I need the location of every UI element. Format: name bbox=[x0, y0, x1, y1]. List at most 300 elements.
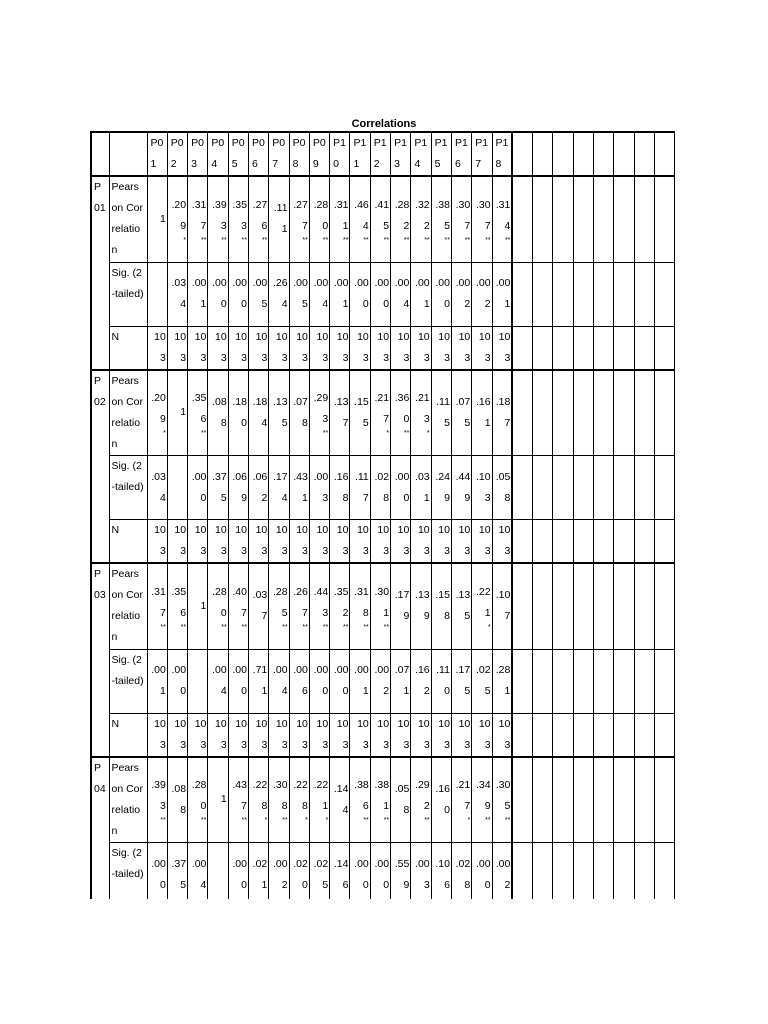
empty-cell bbox=[654, 132, 674, 176]
empty-cell bbox=[553, 370, 573, 456]
significance-marker: ** bbox=[363, 236, 369, 244]
cell-value: 103 bbox=[438, 717, 450, 751]
empty-cell bbox=[573, 649, 593, 713]
table-cell bbox=[248, 456, 268, 520]
table-cell bbox=[472, 563, 492, 649]
empty-cell bbox=[533, 370, 553, 456]
empty-cell bbox=[512, 262, 532, 326]
cell-value: .431 bbox=[293, 470, 308, 504]
empty-cell bbox=[573, 713, 593, 757]
table-row bbox=[91, 370, 675, 456]
table-cell bbox=[370, 843, 390, 900]
cell-value: .356 bbox=[171, 585, 187, 619]
cell-value: 103 bbox=[154, 717, 166, 751]
cell-value: 103 bbox=[255, 330, 268, 364]
table-cell bbox=[188, 649, 208, 713]
table-cell bbox=[391, 713, 411, 757]
cell-value: 1 bbox=[200, 599, 207, 612]
table-cell bbox=[472, 456, 492, 520]
cell-value: 103 bbox=[296, 330, 308, 364]
cell-value: .088 bbox=[212, 395, 227, 429]
empty-cell bbox=[512, 176, 532, 262]
table-cell bbox=[330, 262, 350, 326]
table-cell bbox=[167, 456, 187, 520]
table-cell bbox=[411, 713, 431, 757]
table-cell bbox=[391, 262, 411, 326]
column-header: P11 bbox=[350, 132, 370, 176]
cell-value: .028 bbox=[374, 470, 390, 504]
table-cell bbox=[350, 563, 370, 649]
significance-marker: ** bbox=[241, 623, 247, 631]
table-cell bbox=[370, 649, 390, 713]
cell-value: .160 bbox=[435, 782, 450, 816]
table-cell bbox=[309, 520, 329, 564]
empty-cell bbox=[634, 370, 654, 456]
cell-value: .393 bbox=[212, 198, 227, 232]
table-cell bbox=[472, 176, 492, 262]
table-cell bbox=[492, 456, 512, 520]
empty-cell bbox=[634, 649, 654, 713]
table-cell bbox=[208, 456, 228, 520]
cell-value: .058 bbox=[394, 782, 410, 816]
cell-value: .111 bbox=[273, 202, 288, 236]
significance-marker: * bbox=[467, 817, 471, 825]
table-cell bbox=[492, 563, 512, 649]
table-cell bbox=[411, 520, 431, 564]
cell-value: 103 bbox=[235, 717, 247, 751]
empty-cell bbox=[512, 370, 532, 456]
table-cell bbox=[350, 520, 370, 564]
cell-value: .161 bbox=[475, 395, 491, 429]
table-cell bbox=[269, 262, 289, 326]
table-cell bbox=[188, 757, 208, 843]
cell-value: .000 bbox=[354, 857, 369, 891]
significance-marker: * bbox=[183, 236, 187, 244]
table-cell bbox=[248, 757, 268, 843]
column-header: P14 bbox=[411, 132, 431, 176]
significance-marker: ** bbox=[424, 236, 430, 244]
table-cell bbox=[472, 713, 492, 757]
correlations-table-wrapper bbox=[90, 131, 680, 899]
empty-cell bbox=[533, 176, 553, 262]
cell-value: 103 bbox=[357, 717, 369, 751]
significance-marker: * bbox=[325, 817, 329, 825]
cell-value: .209 bbox=[151, 392, 166, 426]
significance-marker: ** bbox=[322, 623, 329, 631]
empty-cell bbox=[634, 757, 654, 843]
cell-value: 103 bbox=[336, 330, 349, 364]
cell-value: 103 bbox=[194, 524, 207, 557]
table-cell bbox=[269, 757, 289, 843]
table-cell bbox=[391, 757, 411, 843]
cell-value: .037 bbox=[252, 589, 268, 623]
empty-cell bbox=[594, 563, 614, 649]
cell-value: .407 bbox=[232, 585, 247, 619]
cell-value: 103 bbox=[478, 717, 491, 751]
table-cell bbox=[330, 843, 350, 900]
significance-marker: * bbox=[386, 430, 390, 438]
table-cell bbox=[330, 563, 350, 649]
table-cell bbox=[411, 176, 431, 262]
cell-value: 103 bbox=[215, 330, 227, 364]
table-cell bbox=[391, 176, 411, 262]
empty-cell bbox=[533, 563, 553, 649]
table-cell bbox=[228, 843, 248, 900]
statistic-label: Sig. (2-tailed) bbox=[109, 649, 147, 713]
corner-cell bbox=[109, 132, 147, 176]
empty-cell bbox=[512, 326, 532, 370]
table-cell bbox=[269, 843, 289, 900]
empty-cell bbox=[634, 713, 654, 757]
table-cell bbox=[188, 843, 208, 900]
empty-cell bbox=[614, 132, 634, 176]
cell-value: .174 bbox=[272, 470, 288, 504]
cell-value: .062 bbox=[252, 470, 268, 504]
cell-value: .000 bbox=[232, 857, 247, 891]
empty-cell bbox=[533, 456, 553, 520]
cell-value: .001 bbox=[354, 664, 369, 697]
statistic-label: Pearson Correlation bbox=[109, 176, 147, 262]
empty-cell bbox=[614, 456, 634, 520]
empty-cell bbox=[553, 456, 573, 520]
cell-value: .000 bbox=[374, 857, 390, 891]
table-cell bbox=[147, 326, 167, 370]
row-variable-label: P01 bbox=[91, 176, 109, 370]
empty-cell bbox=[533, 262, 553, 326]
cell-value: .002 bbox=[455, 277, 471, 310]
table-cell bbox=[451, 713, 471, 757]
cell-value: .360 bbox=[394, 392, 410, 426]
cell-value: .000 bbox=[212, 277, 227, 310]
table-cell bbox=[269, 176, 289, 262]
column-header: P08 bbox=[289, 132, 309, 176]
cell-value: .103 bbox=[475, 470, 491, 504]
empty-cell bbox=[614, 843, 634, 900]
table-cell bbox=[208, 370, 228, 456]
cell-value: .144 bbox=[333, 782, 349, 816]
empty-cell bbox=[634, 563, 654, 649]
column-header: P07 bbox=[269, 132, 289, 176]
table-cell bbox=[228, 176, 248, 262]
cell-value: .168 bbox=[333, 470, 349, 504]
table-cell bbox=[411, 370, 431, 456]
cell-value: .307 bbox=[455, 198, 471, 232]
table-cell bbox=[188, 713, 208, 757]
cell-value: .107 bbox=[495, 589, 511, 623]
empty-cell bbox=[573, 262, 593, 326]
table-cell bbox=[370, 176, 390, 262]
cell-value: 103 bbox=[275, 717, 288, 751]
empty-cell bbox=[614, 520, 634, 564]
table-cell bbox=[492, 176, 512, 262]
table-cell bbox=[431, 757, 451, 843]
cell-value: .003 bbox=[313, 470, 329, 504]
column-header: P03 bbox=[188, 132, 208, 176]
table-cell bbox=[188, 262, 208, 326]
cell-value: 103 bbox=[255, 524, 268, 557]
significance-marker: ** bbox=[504, 817, 511, 825]
cell-value: .001 bbox=[495, 277, 511, 310]
significance-marker: ** bbox=[363, 817, 369, 825]
empty-cell bbox=[614, 262, 634, 326]
table-cell bbox=[309, 370, 329, 456]
table-cell bbox=[228, 520, 248, 564]
table-cell bbox=[492, 757, 512, 843]
table-row bbox=[91, 326, 675, 370]
table-cell bbox=[228, 326, 248, 370]
table-cell bbox=[309, 563, 329, 649]
significance-marker: ** bbox=[282, 817, 288, 825]
table-cell bbox=[309, 456, 329, 520]
empty-cell bbox=[553, 132, 573, 176]
table-cell bbox=[350, 456, 370, 520]
table-cell bbox=[188, 370, 208, 456]
table-cell bbox=[451, 649, 471, 713]
cell-value: .006 bbox=[293, 664, 308, 697]
cell-value: 103 bbox=[377, 524, 390, 557]
table-cell bbox=[330, 713, 350, 757]
table-cell bbox=[391, 326, 411, 370]
cell-value: .071 bbox=[394, 664, 410, 697]
table-cell bbox=[431, 326, 451, 370]
empty-cell bbox=[573, 757, 593, 843]
table-cell bbox=[309, 649, 329, 713]
empty-cell bbox=[654, 757, 674, 843]
empty-cell bbox=[553, 520, 573, 564]
cell-value: 103 bbox=[377, 330, 390, 364]
empty-cell bbox=[573, 370, 593, 456]
empty-cell bbox=[533, 649, 553, 713]
significance-marker: ** bbox=[383, 623, 390, 631]
cell-value: .317 bbox=[151, 585, 166, 619]
column-header: P13 bbox=[391, 132, 411, 176]
table-cell bbox=[208, 649, 228, 713]
cell-value: .308 bbox=[272, 779, 288, 813]
empty-cell bbox=[594, 843, 614, 900]
statistic-label: Pearson Correlation bbox=[109, 757, 147, 843]
empty-cell bbox=[594, 713, 614, 757]
empty-cell bbox=[594, 757, 614, 843]
cell-value: .443 bbox=[313, 585, 329, 619]
significance-marker: ** bbox=[424, 817, 430, 825]
empty-cell bbox=[573, 520, 593, 564]
empty-cell bbox=[614, 176, 634, 262]
table-cell bbox=[289, 370, 309, 456]
cell-value: .221 bbox=[313, 779, 329, 813]
table-cell bbox=[370, 713, 390, 757]
table-cell bbox=[451, 456, 471, 520]
table-cell bbox=[350, 326, 370, 370]
table-cell bbox=[289, 520, 309, 564]
cell-value: .135 bbox=[272, 395, 288, 429]
table-cell bbox=[391, 649, 411, 713]
empty-cell bbox=[634, 520, 654, 564]
table-cell bbox=[451, 262, 471, 326]
table-row bbox=[91, 563, 675, 649]
table-cell bbox=[248, 843, 268, 900]
cell-value: .217 bbox=[455, 779, 471, 813]
cell-value: .106 bbox=[435, 857, 450, 891]
cell-value: .069 bbox=[232, 470, 247, 504]
table-cell bbox=[167, 176, 187, 262]
cell-value: .000 bbox=[475, 857, 491, 891]
significance-marker: ** bbox=[343, 623, 349, 631]
table-cell bbox=[492, 262, 512, 326]
cell-value: .002 bbox=[374, 664, 390, 697]
cell-value: .088 bbox=[171, 782, 187, 816]
table-cell bbox=[391, 563, 411, 649]
cell-value: 103 bbox=[498, 717, 511, 751]
table-cell bbox=[330, 176, 350, 262]
empty-cell bbox=[573, 132, 593, 176]
table-cell bbox=[350, 843, 370, 900]
empty-cell bbox=[634, 456, 654, 520]
significance-marker: ** bbox=[485, 817, 491, 825]
table-cell bbox=[208, 843, 228, 900]
cell-value: .110 bbox=[436, 664, 450, 697]
statistic-label: N bbox=[109, 713, 147, 757]
row-variable-label: P04 bbox=[91, 757, 109, 900]
table-cell bbox=[289, 649, 309, 713]
table-cell bbox=[309, 326, 329, 370]
cell-value: .415 bbox=[374, 198, 390, 232]
table-cell bbox=[330, 326, 350, 370]
table-row bbox=[91, 176, 675, 262]
cell-value: .000 bbox=[151, 857, 166, 891]
table-cell bbox=[147, 649, 167, 713]
table-cell bbox=[167, 649, 187, 713]
table-title: Correlations bbox=[351, 118, 417, 130]
cell-value: 103 bbox=[154, 524, 166, 557]
cell-value: .000 bbox=[171, 664, 187, 697]
table-cell bbox=[188, 563, 208, 649]
cell-value: 103 bbox=[478, 524, 491, 557]
empty-cell bbox=[573, 563, 593, 649]
table-cell bbox=[269, 520, 289, 564]
table-cell bbox=[472, 520, 492, 564]
table-cell bbox=[431, 713, 451, 757]
table-cell bbox=[492, 326, 512, 370]
significance-marker: * bbox=[163, 430, 166, 438]
cell-value: .000 bbox=[232, 664, 247, 697]
significance-marker: ** bbox=[241, 236, 247, 244]
empty-cell bbox=[512, 757, 532, 843]
significance-marker: ** bbox=[322, 236, 329, 244]
cell-value: .000 bbox=[191, 470, 207, 504]
significance-marker: ** bbox=[261, 236, 268, 244]
cell-value: 103 bbox=[235, 330, 247, 364]
table-cell bbox=[370, 456, 390, 520]
table-cell bbox=[492, 370, 512, 456]
table-cell bbox=[309, 176, 329, 262]
table-cell bbox=[167, 370, 187, 456]
table-cell bbox=[492, 520, 512, 564]
cell-value: .000 bbox=[394, 470, 410, 504]
table-row bbox=[91, 262, 675, 326]
cell-value: .464 bbox=[354, 198, 369, 232]
corner-cell bbox=[91, 132, 109, 176]
empty-cell bbox=[614, 370, 634, 456]
table-cell bbox=[431, 176, 451, 262]
cell-value: .031 bbox=[415, 470, 430, 504]
cell-value: .305 bbox=[495, 779, 511, 813]
empty-cell bbox=[512, 456, 532, 520]
empty-cell bbox=[634, 132, 654, 176]
cell-value: .115 bbox=[436, 395, 450, 429]
table-cell bbox=[431, 262, 451, 326]
significance-marker: ** bbox=[403, 430, 410, 438]
significance-marker: ** bbox=[221, 236, 227, 244]
table-cell bbox=[350, 176, 370, 262]
table-cell bbox=[248, 326, 268, 370]
table-cell bbox=[147, 370, 167, 456]
column-header: P17 bbox=[472, 132, 492, 176]
table-cell bbox=[167, 520, 187, 564]
column-header: P06 bbox=[248, 132, 268, 176]
cell-value: 103 bbox=[417, 330, 430, 364]
cell-value: 103 bbox=[417, 524, 430, 557]
cell-value: 103 bbox=[174, 524, 187, 557]
significance-marker: ** bbox=[282, 623, 288, 631]
table-cell bbox=[248, 262, 268, 326]
cell-value: .711 bbox=[252, 664, 268, 697]
cell-value: 103 bbox=[174, 717, 187, 751]
cell-value: .353 bbox=[232, 198, 247, 232]
cell-value: .002 bbox=[272, 857, 288, 891]
table-cell bbox=[208, 757, 228, 843]
empty-cell bbox=[512, 649, 532, 713]
cell-value: .002 bbox=[495, 857, 511, 891]
empty-cell bbox=[553, 843, 573, 900]
table-cell bbox=[309, 713, 329, 757]
cell-value: 103 bbox=[255, 717, 268, 751]
empty-cell bbox=[553, 757, 573, 843]
column-header: P16 bbox=[451, 132, 471, 176]
significance-marker: ** bbox=[322, 430, 329, 438]
cell-value: .280 bbox=[313, 198, 329, 232]
cell-value: 103 bbox=[357, 524, 369, 557]
empty-cell bbox=[654, 370, 674, 456]
significance-marker: * bbox=[426, 430, 430, 438]
cell-value: .184 bbox=[252, 395, 268, 429]
cell-value: .000 bbox=[354, 277, 369, 310]
table-cell bbox=[451, 843, 471, 900]
cell-value: 103 bbox=[275, 330, 288, 364]
column-header: P02 bbox=[167, 132, 187, 176]
column-header: P15 bbox=[431, 132, 451, 176]
table-cell bbox=[451, 563, 471, 649]
table-cell bbox=[248, 563, 268, 649]
cell-value: .004 bbox=[272, 664, 288, 697]
cell-value: .228 bbox=[252, 779, 268, 813]
table-cell bbox=[289, 262, 309, 326]
table-cell bbox=[188, 520, 208, 564]
cell-value: .034 bbox=[171, 277, 187, 310]
cell-value: 103 bbox=[316, 524, 329, 557]
empty-cell bbox=[512, 843, 532, 900]
cell-value: .028 bbox=[455, 857, 471, 891]
cell-value: .000 bbox=[333, 664, 349, 697]
table-cell bbox=[330, 370, 350, 456]
table-cell bbox=[370, 563, 390, 649]
cell-value: 103 bbox=[438, 524, 450, 557]
significance-marker: ** bbox=[302, 623, 308, 631]
cell-value: 103 bbox=[397, 524, 410, 557]
table-cell bbox=[248, 370, 268, 456]
table-cell bbox=[269, 370, 289, 456]
empty-cell bbox=[634, 843, 654, 900]
significance-marker: ** bbox=[504, 236, 511, 244]
